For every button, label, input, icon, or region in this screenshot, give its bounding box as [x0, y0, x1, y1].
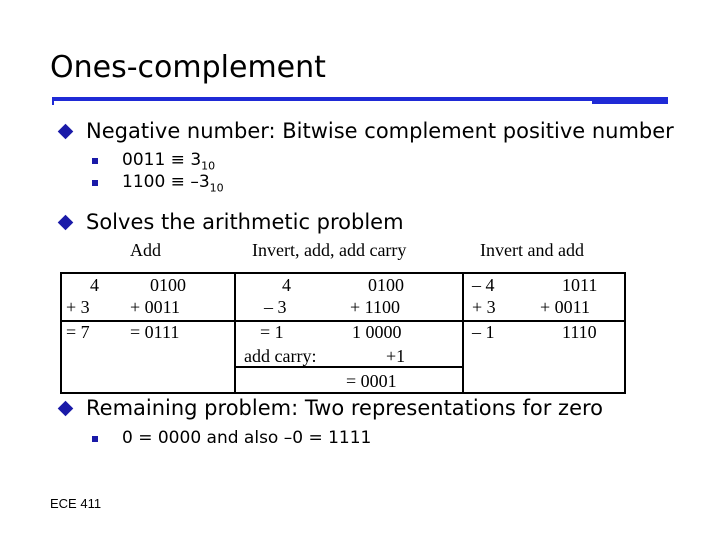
ia-left-result: – 1: [472, 322, 495, 342]
sub-bullet-text: $0011 \equiv 3_{10}$: [122, 150, 216, 173]
column-header-add: Add: [130, 240, 161, 260]
add-left-row2: + 3: [66, 297, 90, 317]
sub-bullet-text: 0 = 0000 and also –0 = 1111: [122, 428, 372, 448]
iac-right-row2: + 1100: [350, 297, 400, 317]
iac-left-row2: – 3: [264, 297, 287, 317]
ones-complement-arithmetic-figure: [60, 240, 626, 394]
diamond-bullet-icon: [58, 215, 74, 231]
add-left-result: = 7: [66, 322, 90, 342]
slide-title: Ones-complement: [50, 50, 326, 85]
ia-right-result: 1110: [562, 322, 597, 342]
column-divider: [462, 272, 464, 394]
column-header-invert-add: Invert and add: [480, 240, 584, 260]
ia-left-row1: – 4: [472, 275, 495, 295]
column-header-invert-add-carry: Invert, add, add carry: [252, 240, 407, 260]
carry-value: +1: [386, 346, 406, 366]
iac-right-result: 1 0000: [352, 322, 402, 342]
iac-left-result: = 1: [260, 322, 284, 342]
iac-left-row1: 4: [282, 275, 291, 295]
add-right-row1: 0100: [150, 275, 186, 295]
ia-right-row1: 1011: [562, 275, 598, 295]
ia-left-row2: + 3: [472, 297, 496, 317]
column-divider: [234, 272, 236, 394]
sub-bullet-text: $1100 \equiv -3_{10}$: [122, 172, 224, 195]
carry-result: = 0001: [346, 371, 397, 391]
diamond-bullet-icon: [58, 124, 74, 140]
add-right-result: = 0111: [130, 322, 180, 342]
slide-footer: ECE 411: [50, 496, 102, 511]
diamond-bullet-icon: [58, 401, 74, 417]
bullet-text: Remaining problem: Two representations for zero: [86, 396, 604, 420]
title-underline: [52, 97, 592, 101]
add-right-row2: + 0011: [130, 297, 180, 317]
square-bullet-icon: [92, 180, 98, 186]
title-underline-accent: [592, 97, 668, 104]
square-bullet-icon: [92, 436, 98, 442]
carry-label: add carry:: [244, 346, 317, 366]
square-bullet-icon: [92, 158, 98, 164]
ia-right-row2: + 0011: [540, 297, 590, 317]
bullet-text: Solves the arithmetic problem: [86, 210, 404, 234]
iac-right-row1: 0100: [368, 275, 404, 295]
bullet-text: Negative number: Bitwise complement positive number: [86, 119, 674, 143]
add-left-row1: 4: [90, 275, 99, 295]
